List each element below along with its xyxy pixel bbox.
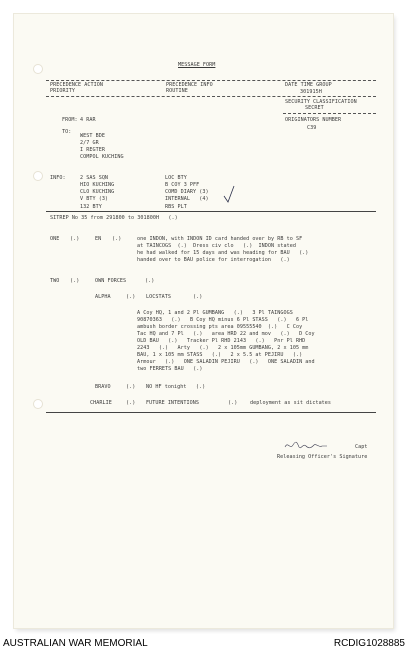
future-intentions-heading: FUTURE INTENTIONS (146, 400, 199, 406)
info-left-line: CLO KUCHING (80, 189, 115, 195)
info-right-line: INTERNAL (4) (165, 196, 209, 202)
info-right-line: B COY 3 PFF (165, 182, 200, 188)
archive-name: AUSTRALIAN WAR MEMORIAL (3, 638, 148, 649)
alpha-line: A Coy HQ, 1 and 2 Pl GUMBANG (.) 3 Pl TAINGOGS (137, 310, 293, 316)
originators-number-value: C39 (307, 125, 317, 131)
alpha-line: Tac HQ and 7 Pl (.) area HRD 22 and mov (.) D Coy (137, 331, 315, 337)
sitrep-line: SITREP No 35 from 291800 to 301800H (.) (50, 215, 178, 221)
info-left-line: HIO KUCHING (80, 182, 115, 188)
security-classification-label: SECURITY CLASSIFICATION (285, 99, 357, 105)
alpha-line: ambush border crossing pts area 09555540 (.) C Coy (137, 324, 303, 330)
to-line: I REGTER (80, 147, 105, 153)
para-one-label: ONE (50, 236, 60, 242)
handwritten-signature (284, 439, 328, 451)
precedence-info-value: ROUTINE (166, 88, 188, 94)
para-two-stop: (.) (70, 278, 80, 284)
charlie-stop: (.) (228, 400, 238, 406)
alpha-line: Armour (.) ONE SALADIN PEJIRU (.) ONE SALADIN and (137, 359, 315, 365)
to-label: TO: (62, 129, 72, 135)
para-two-label: TWO (50, 278, 60, 284)
para-one-line: handed over to BAU police for interrogation (.) (137, 257, 290, 263)
security-rule (283, 113, 376, 114)
form-title: MESSAGE FORM (178, 62, 216, 68)
para-two-stop: (.) (145, 278, 155, 284)
from-value: 4 RAR (80, 117, 96, 123)
alpha-stop: (.) (126, 294, 136, 300)
para-one-en: EN (95, 236, 102, 242)
bravo-text: NO HF tonight (.) (146, 384, 206, 390)
info-rule (46, 211, 376, 212)
info-left-line: 132 BTY (80, 204, 102, 210)
alpha-line: OLD BAU (.) Tracker Pl RHD 2143 (.) Pnr Pl RHD (137, 338, 306, 344)
locstats-heading: LOCSTATS (146, 294, 171, 300)
charlie-text: deployment as sit dictates (250, 400, 332, 406)
pen-tick-mark (222, 184, 236, 206)
to-line: COMPOL KUCHING (80, 154, 124, 160)
originators-number-label: ORIGINATORS NUMBER (285, 117, 342, 123)
info-right-line: RBS PLT (165, 204, 187, 210)
signature-caption: Releasing Officer's Signature (277, 454, 368, 460)
alpha-label: ALPHA (95, 294, 111, 300)
own-forces-heading: OWN FORCES (95, 278, 127, 284)
archive-reference: RCDIG1028885 (333, 638, 405, 649)
precedence-action-label: PRECEDENCE ACTION (50, 82, 103, 88)
precedence-info-label: PRECEDENCE INFO (166, 82, 213, 88)
signatory-rank: Capt (355, 444, 368, 450)
date-time-group-value: 301915H (300, 89, 322, 95)
para-one-stop: (.) (70, 236, 80, 242)
alpha-line: two FERRETS BAU (.) (137, 366, 203, 372)
punch-hole-middle (33, 171, 43, 181)
charlie-stop: (.) (126, 400, 136, 406)
info-right-line: LOC BTY (165, 175, 187, 181)
info-label: INFO: (50, 175, 66, 181)
para-one-stop: (.) (112, 236, 122, 242)
para-one-line: one INDON, with INDON ID card handed over by RB to SF (137, 236, 303, 242)
charlie-label: CHARLIE (90, 400, 112, 406)
archive-footer (0, 634, 409, 654)
info-left-line: 2 SAS SQN (80, 175, 109, 181)
alpha-line: BAU, 1 x 105 mm STASS (.) 2 x 5.5 at PEJIRU (.) (137, 352, 303, 358)
para-one-line: at TAINCOGS (.) Dress civ clo (.) INDON stated (137, 243, 296, 249)
body-bottom-rule (46, 412, 376, 413)
to-line: WEST BDE (80, 133, 105, 139)
alpha-stop: (.) (193, 294, 203, 300)
alpha-line: 90870363 (.) B Coy HQ minus 6 Pl STASS (.) 6 Pl (137, 317, 309, 323)
info-right-line: COMD DIARY (3) (165, 189, 209, 195)
alpha-line: 2243 (.) Arty (.) 2 x 105mm GUMBANG, 2 x 105 mm (137, 345, 309, 351)
bravo-label: BRAVO (95, 384, 111, 390)
bravo-stop: (.) (126, 384, 136, 390)
header-bottom-rule (46, 96, 376, 97)
date-time-group-label: DATE TIME GROUP (285, 82, 332, 88)
precedence-action-value: PRIORITY (50, 88, 75, 94)
info-left-line: V BTY (3) (80, 196, 109, 202)
punch-hole-bottom (33, 399, 43, 409)
punch-hole-top (33, 64, 43, 74)
para-one-line: he had walked for 15 days and was heading for BAU (.) (137, 250, 309, 256)
to-line: 2/7 GR (80, 140, 99, 146)
from-label: FROM: (62, 117, 78, 123)
security-classification-value: SECRET (305, 105, 324, 111)
header-top-rule (46, 80, 376, 81)
